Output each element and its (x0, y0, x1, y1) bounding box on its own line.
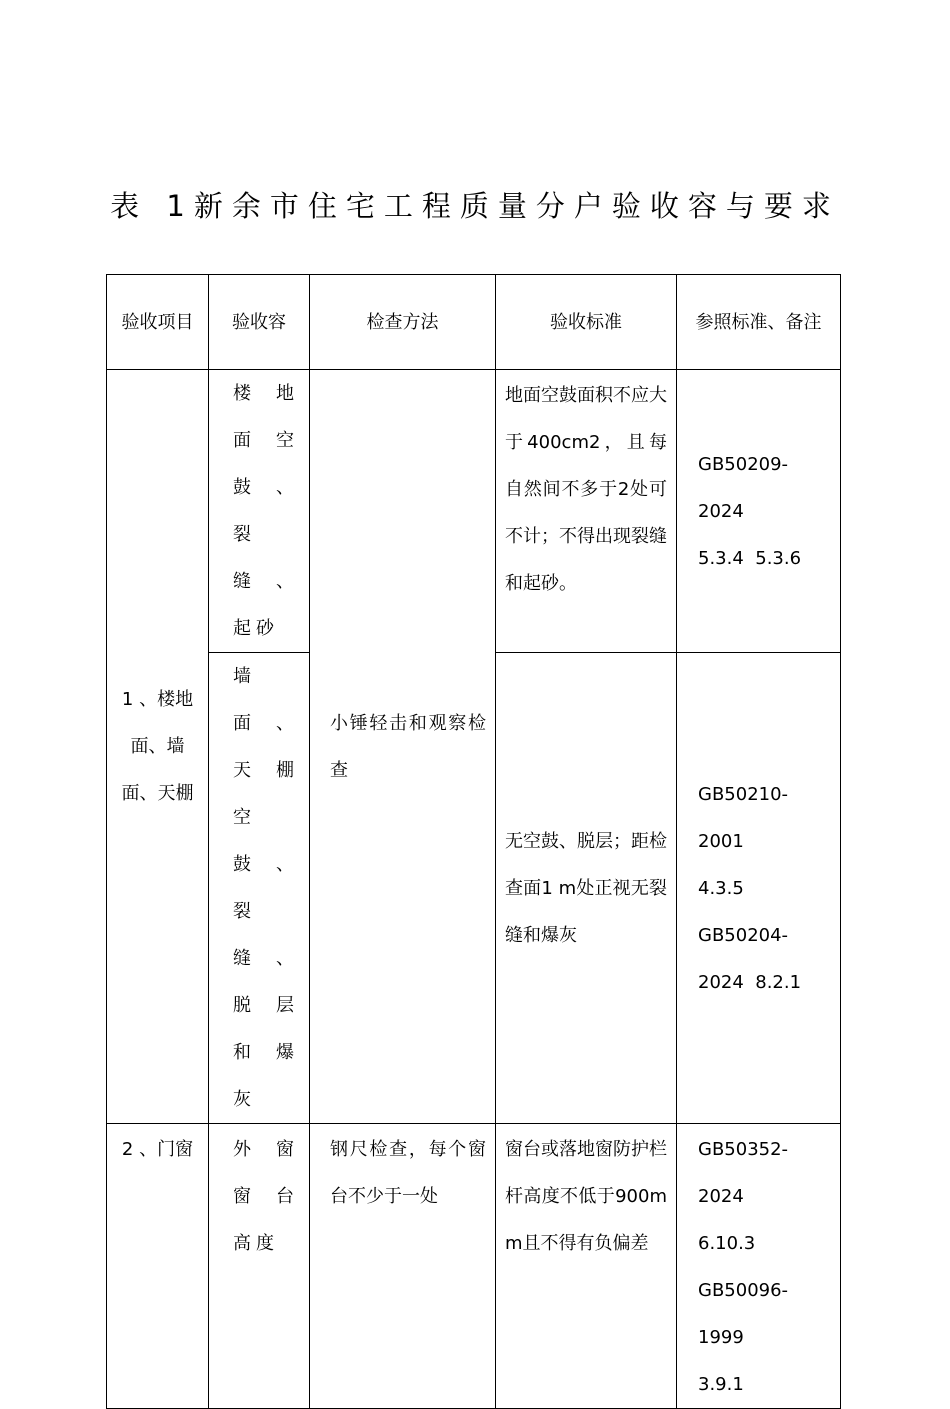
content-cell: 墙面、天棚空鼓、裂缝、脱层和爆灰 (209, 653, 310, 1124)
table-row (107, 370, 841, 653)
reference-line: 2024 8.2.1 (698, 971, 802, 993)
reference-cell (677, 1124, 841, 1409)
standard-cell: 无空鼓、脱层；距检查面1 m处正视无裂缝和爆灰 (496, 653, 677, 1124)
method-cell: 小锤轻击和观察检查 (310, 370, 496, 1124)
reference-cell (677, 370, 841, 653)
reference-line: 1999 (698, 1327, 744, 1348)
reference-line: GB50352- (698, 1139, 789, 1160)
item-cell: 1 、楼地面、墙面、天棚 (107, 370, 209, 1124)
reference-line: 6.10.3 (698, 1233, 756, 1254)
reference-line: 5.3.4 5.3.6 (698, 547, 802, 569)
reference-line: GB50096- (698, 1280, 789, 1301)
reference-line: GB50209- (698, 453, 789, 475)
page-title: 表 1新余市住宅工程质量分户验收容与要求 (110, 189, 840, 223)
reference-line: 2001 (698, 830, 744, 852)
header-cell: 验收项目 (107, 275, 209, 370)
reference-line: 3.9.1 (698, 1374, 744, 1395)
header-cell: 验收容 (209, 275, 310, 370)
reference-line: 4.3.5 (698, 877, 744, 899)
reference-line: GB50210- (698, 783, 789, 805)
content-cell: 外窗窗台高度 (209, 1124, 310, 1409)
reference-cell (677, 653, 841, 1124)
standard-cell: 地面空鼓面积不应大于400cm2，且每自然间不多于2处可不计；不得出现裂缝和起砂。 (496, 370, 677, 653)
reference-line: 2024 (698, 1186, 744, 1207)
acceptance-table (106, 274, 841, 1409)
content-cell: 楼地面空鼓、裂缝、起砂 (209, 370, 310, 653)
header-cell: 检查方法 (310, 275, 496, 370)
header-cell: 参照标准、备注 (677, 275, 841, 370)
item-cell: 2 、门窗 (107, 1124, 209, 1409)
method-cell: 钢尺检查，每个窗台不少于一处 (310, 1124, 496, 1409)
standard-cell: 窗台或落地窗防护栏杆高度不低于900mm且不得有负偏差 (496, 1124, 677, 1409)
reference-line: GB50204- (698, 924, 789, 946)
table-header-row (107, 275, 841, 370)
reference-line: 2024 (698, 500, 744, 522)
header-cell: 验收标准 (496, 275, 677, 370)
table-row (107, 1124, 841, 1409)
